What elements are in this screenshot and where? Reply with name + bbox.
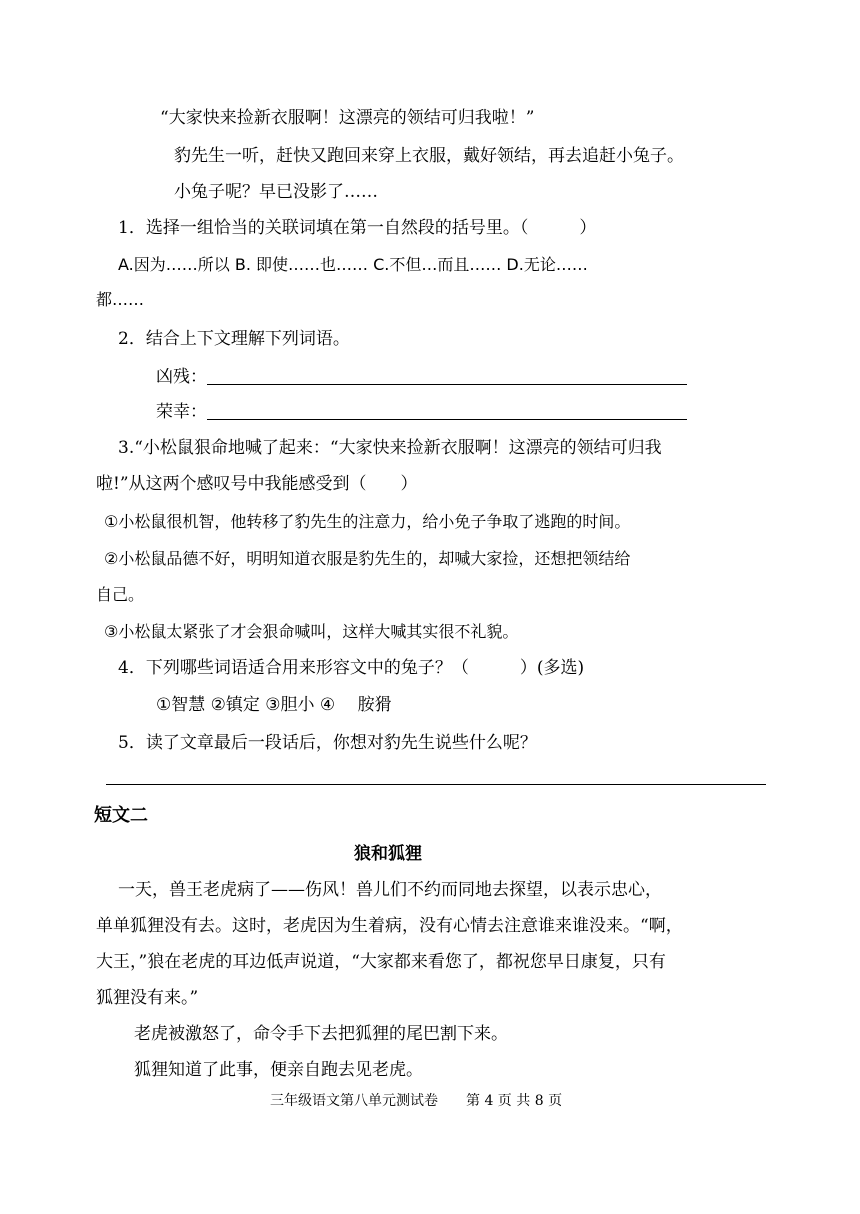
passage1-line3: 小兔子呢？早已没影了…… — [174, 182, 378, 202]
q2-word1-row — [156, 365, 687, 389]
section2-p1-line2: 单单狐狸没有去。这时，老虎因为生着病，没有心情去注意谁来谁没来。“啊， — [96, 916, 683, 936]
q2-word1-label: 凶残： — [156, 367, 207, 387]
section2-p1-line1: 一天，兽王老虎病了——伤风！兽儿们不约而同地去探望，以表示忠心， — [118, 880, 662, 900]
passage1-line2: 豹先生一听，赶快又跑回来穿上衣服，戴好领结，再去追赶小兔子。 — [174, 146, 684, 166]
section2-p1-line4: 狐狸没有来。” — [96, 988, 199, 1008]
q3-option-2-line2: 自己。 — [96, 585, 145, 604]
q2-word2-row — [156, 400, 687, 424]
section2-p1-line3: 大王，”狼在老虎的耳边低声说道，“大家都来看您了，都祝您早日康复，只有 — [96, 952, 666, 972]
q3-stem-line1: 3.“小松鼠狠命地喊了起来：“大家快来捡新衣服啊！这漂亮的领结可归我 — [118, 438, 662, 458]
q1-stem: 1．选择一组恰当的关联词填在第一自然段的括号里。（ ） — [118, 218, 597, 238]
q4-options: ①智慧 ②镇定 ③胆小 ④ 胺猾 — [156, 695, 392, 715]
q1-options-line1: A.因为……所以 B. 即使……也…… C.不但…而且…… D.无论…… — [118, 255, 588, 274]
section2-p3: 狐狸知道了此事，便亲自跑去见老虎。 — [134, 1060, 423, 1080]
page-footer: 三年级语文第八单元测试卷 第 4 页 共 8 页 — [270, 1093, 563, 1109]
q3-option-3: ③小松鼠太紧张了才会狠命喊叫，这样大喊其实很不礼貌。 — [104, 622, 519, 641]
q2-word2-answer-line[interactable] — [207, 419, 687, 420]
section2-p2: 老虎被激怒了，命令手下去把狐狸的尾巴割下来。 — [134, 1024, 508, 1044]
q4-stem: 4．下列哪些词语适合用来形容文中的兔子？（ ）(多选) — [118, 658, 585, 678]
q5-stem: 5．读了文章最后一段话后，你想对豹先生说些什么呢？ — [118, 733, 537, 753]
section2-title: 狼和狐狸 — [354, 844, 422, 864]
passage1-line1: “大家快来捡新衣服啊！这漂亮的领结可归我啦！” — [160, 108, 535, 128]
q2-stem: 2．结合上下文理解下列词语。 — [118, 329, 350, 349]
q2-word1-answer-line[interactable] — [207, 384, 687, 385]
q3-option-2-line1: ②小松鼠品德不好，明明知道衣服是豹先生的，却喊大家捡，还想把领结给 — [104, 549, 631, 568]
q3-option-1: ①小松鼠很机智，他转移了豹先生的注意力，给小免子争取了逃跑的时间。 — [104, 512, 631, 531]
q2-word2-label: 荣幸： — [156, 402, 207, 422]
q5-answer-line[interactable] — [106, 784, 766, 785]
section2-heading: 短文二 — [94, 805, 148, 826]
q1-options-line2: 都…… — [96, 290, 145, 309]
q3-stem-line2: 啦!”从这两个感叹号中我能感受到（ ） — [96, 474, 418, 494]
